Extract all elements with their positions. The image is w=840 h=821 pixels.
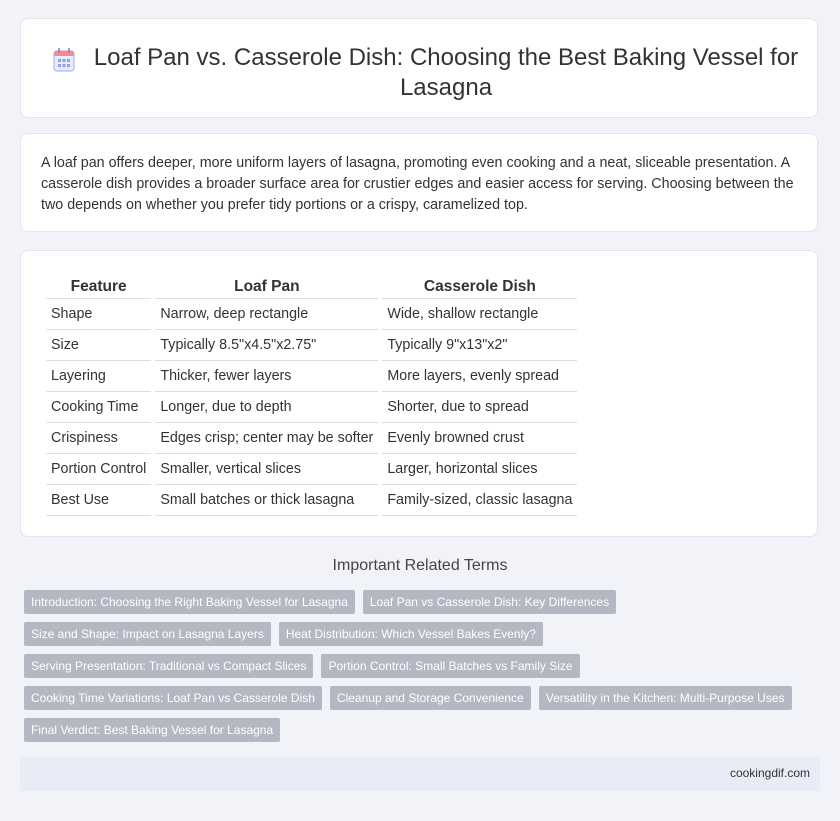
- table-cell: Evenly browned crust: [382, 422, 577, 453]
- table-cell: Typically 8.5"x4.5"x2.75": [155, 329, 378, 360]
- table-cell: Shape: [46, 298, 151, 329]
- table-cell: Layering: [46, 360, 151, 391]
- table-cell: Family-sized, classic lasagna: [382, 484, 577, 516]
- table-row: [46, 453, 577, 484]
- footer: [20, 757, 820, 791]
- comparison-table: [42, 275, 581, 516]
- table-row: [46, 298, 577, 329]
- table-cell: Narrow, deep rectangle: [155, 298, 378, 329]
- tag-row: [24, 686, 814, 710]
- intro-paragraph: A loaf pan offers deeper, more uniform layers of lasagna, promoting even cooking and a neat, sliceable presentation. A casserole dish provides a broader surface area for crustier edges and easier access for serving. Choosing between the two depends on whether you prefer tidy portions or a crispy, caramelized top.: [41, 155, 794, 213]
- related-terms-list: [24, 590, 814, 750]
- table-cell: Thicker, fewer layers: [155, 360, 378, 391]
- related-term-tag[interactable]: Heat Distribution: Which Vessel Bakes Evenly?: [279, 622, 543, 646]
- related-term-tag[interactable]: Serving Presentation: Traditional vs Compact Slices: [24, 654, 313, 678]
- tag-row: [24, 622, 814, 646]
- column-header: Feature: [70, 277, 127, 295]
- tag-row: [24, 654, 814, 678]
- related-term-tag[interactable]: Portion Control: Small Batches vs Family Size: [321, 654, 579, 678]
- table-cell: Typically 9"x13"x2": [382, 329, 577, 360]
- intro-card: [20, 133, 818, 232]
- table-cell: Longer, due to depth: [155, 391, 378, 422]
- table-cell: Smaller, vertical slices: [155, 453, 378, 484]
- footer-site-link[interactable]: cookingdif.com: [729, 766, 810, 780]
- page-title: Loaf Pan vs. Casserole Dish: Choosing the Best Baking Vessel for Lasagna: [93, 44, 799, 101]
- table-cell: Edges crisp; center may be softer: [155, 422, 378, 453]
- table-cell: Small batches or thick lasagna: [155, 484, 378, 516]
- table-row: [46, 329, 577, 360]
- comparison-card: [20, 250, 818, 537]
- calendar-icon: [52, 47, 76, 73]
- table-cell: Portion Control: [46, 453, 151, 484]
- table-cell: Larger, horizontal slices: [382, 453, 577, 484]
- table-cell: Size: [46, 329, 151, 360]
- tag-row: [24, 590, 814, 614]
- table-cell: Cooking Time: [46, 391, 151, 422]
- table-cell: Crispiness: [46, 422, 151, 453]
- table-cell: Shorter, due to spread: [382, 391, 577, 422]
- related-term-tag[interactable]: Loaf Pan vs Casserole Dish: Key Differences: [363, 590, 616, 614]
- table-row: [46, 422, 577, 453]
- related-term-tag[interactable]: Final Verdict: Best Baking Vessel for Lasagna: [24, 718, 280, 742]
- column-header: Casserole Dish: [423, 277, 536, 295]
- table-cell: More layers, evenly spread: [382, 360, 577, 391]
- related-term-tag[interactable]: Versatility in the Kitchen: Multi-Purpose Uses: [539, 686, 792, 710]
- table-cell: Best Use: [46, 484, 151, 516]
- table-row: [46, 484, 577, 516]
- title-card: [20, 18, 818, 118]
- related-terms-heading: Important Related Terms: [332, 557, 508, 574]
- related-term-tag[interactable]: Cooking Time Variations: Loaf Pan vs Casserole Dish: [24, 686, 322, 710]
- related-term-tag[interactable]: Cleanup and Storage Convenience: [330, 686, 531, 710]
- table-row: [46, 391, 577, 422]
- table-row: [46, 360, 577, 391]
- table-cell: Wide, shallow rectangle: [382, 298, 577, 329]
- table-header-row: [46, 275, 577, 298]
- related-term-tag[interactable]: Size and Shape: Impact on Lasagna Layers: [24, 622, 271, 646]
- column-header: Loaf Pan: [234, 277, 300, 295]
- related-term-tag[interactable]: Introduction: Choosing the Right Baking Vessel for Lasagna: [24, 590, 355, 614]
- tag-row: [24, 718, 814, 742]
